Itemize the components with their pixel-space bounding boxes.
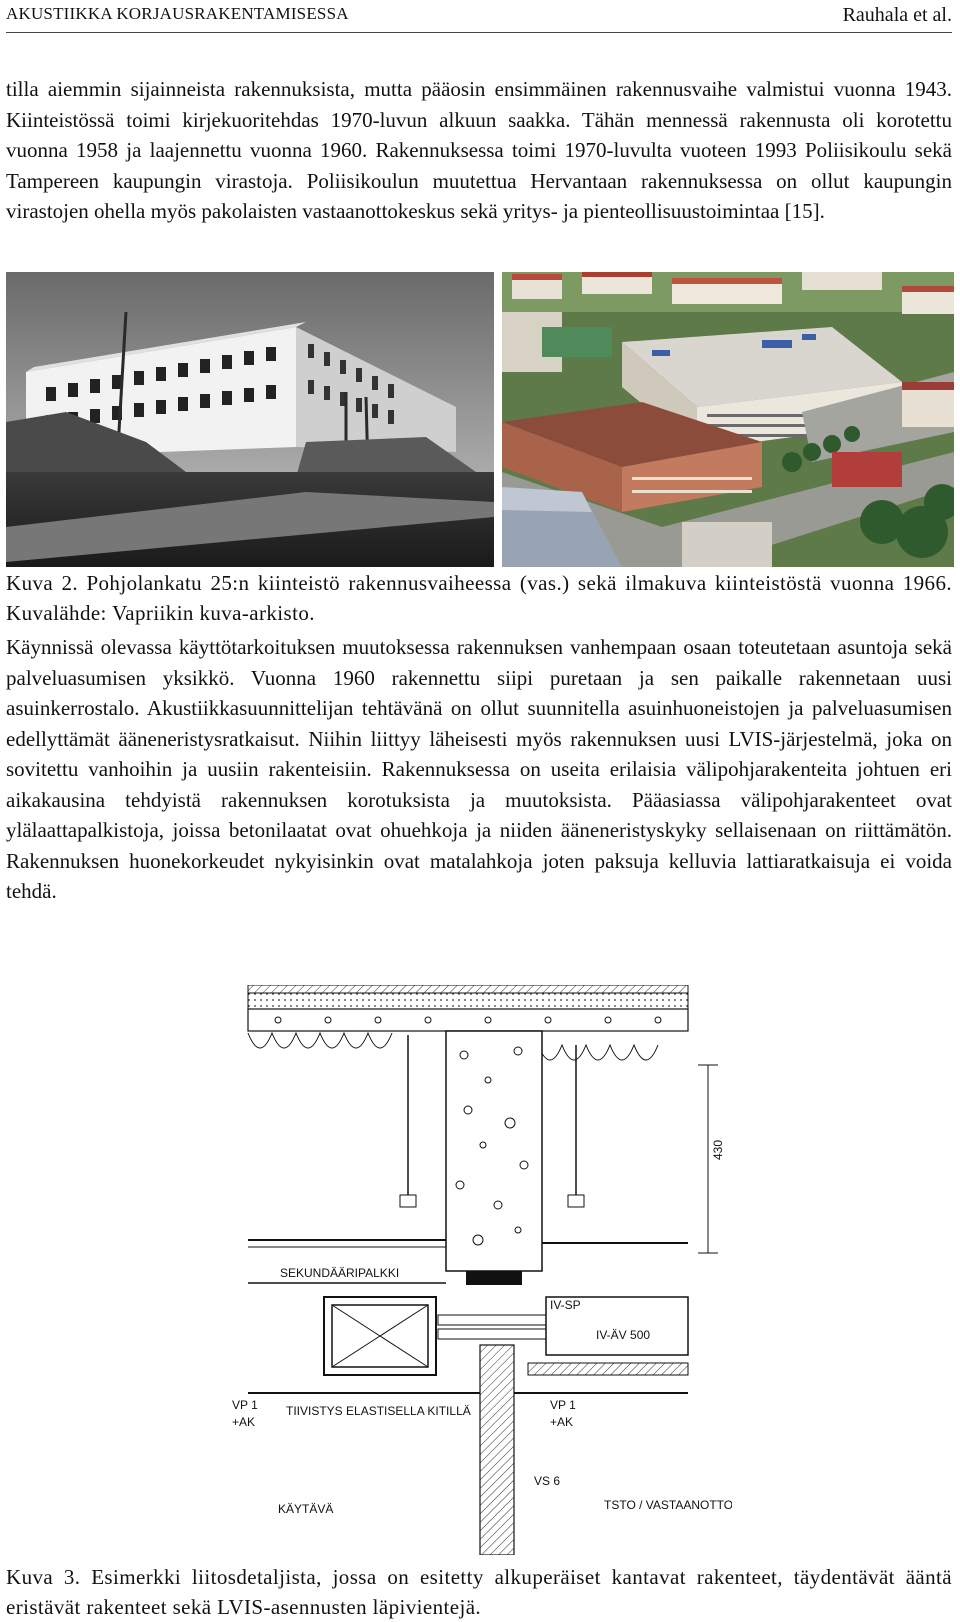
body-paragraph-2: Käynnissä olevassa käyttötarkoituksen muutoksessa rakennuksen vanhempaan osaan toteutetaan asuntoja sekä palveluasumisen yksikkö. Vuonna 1960 rakennettu siipi puretaan ja sen paikalle rakennetaan uusi asuinkerrostalo. Akustiikkasuunnittelijan tehtävänä on ollut suunnitella asuinhuoneistojen ja palveluasumisen edellyttämät ääneneristysratkaisut. Niihin liittyy läheisesti myös rakennuksen uusi LVIS-järjestelmä, joka on sovitettu vanhoihin ja uusiin rakenteisiin. Rakennuksessa on useita erilaisia välipohjarakenteita johtuen eri aikakausina tehdyistä rakennuksen korotuksista ja muutoksista. Pääasiassa välipohjarakenteet ovat ylälaattapalkistoja, joissa betonilaatat ovat ohuehkoja ja niiden ääneneristyskyky sellaisenaan on riittämätön. Rakennuksen huonekorkeudet nykyisinkin ovat matalahkoja joten paksuja kelluvia lattiaratkaisuja ei voida tehdä. <box>6 635 952 903</box>
label-reception: TSTO / VASTAANOTTO <box>604 1498 732 1512</box>
running-header <box>6 4 952 30</box>
aerial-photo <box>502 272 954 567</box>
joint-detail-drawing <box>228 985 732 1555</box>
construction-photo <box>6 272 494 567</box>
label-seal: TIIVISTYS ELASTISELLA KITILLÄ <box>286 1404 471 1418</box>
label-ak-right: +AK <box>550 1415 574 1429</box>
label-vp1-left: VP 1 <box>232 1398 258 1412</box>
label-iv-av: IV-ÄV 500 <box>596 1328 651 1342</box>
figure-2-caption: Kuva 2. Pohjolankatu 25:n kiinteistö rakennusvaiheessa (vas.) sekä ilmakuva kiinteistöstä vuonna 1966. Kuvalähde: Vapriikin kuva-arkisto. <box>6 571 952 625</box>
dimension-label: 430 <box>711 1139 725 1160</box>
label-iv-sp: IV-SP <box>550 1298 581 1312</box>
authors: Rauhala et al. <box>842 4 952 26</box>
header-rule <box>6 32 952 33</box>
label-vs6: VS 6 <box>534 1474 561 1488</box>
figure-3-caption: Kuva 3. Esimerkki liitosdetaljista, jossa on esitetty alkuperäiset kantavat rakenteet, täydentävät ääntä eristävät rakenteet sekä LVIS-asennusten läpivientejä. <box>6 1565 952 1619</box>
label-corridor: KÄYTÄVÄ <box>278 1502 334 1516</box>
label-ak-left: +AK <box>232 1415 256 1429</box>
body-paragraph-1: tilla aiemmin sijainneista rakennuksista, mutta pääosin ensimmäinen rakennusvaihe valmistui vuonna 1943. Kiinteistössä toimi kirjekuoritehdas 1970-luvun alkuun saakka. Tähän mennessä rakennusta oli korotettu vuonna 1958 ja laajennettu vuonna 1960. Rakennuksessa toimi 1970-luvulta vuoteen 1993 Poliisikoulu sekä Tampereen kaupungin virastoja. Poliisikoulun muutettua Hervantaan rakennuksessa on ollut kaupungin virastojen ohella myös pakolaisten vastaanottokeskus sekä yritys- ja pienteollisuustoimintaa [15]. <box>6 77 952 223</box>
label-secondary-beam: SEKUNDÄÄRIPALKKI <box>280 1266 400 1280</box>
running-title: AKUSTIIKKA KORJAUSRAKENTAMISESSA <box>6 4 349 23</box>
label-vp1-right: VP 1 <box>550 1398 576 1412</box>
